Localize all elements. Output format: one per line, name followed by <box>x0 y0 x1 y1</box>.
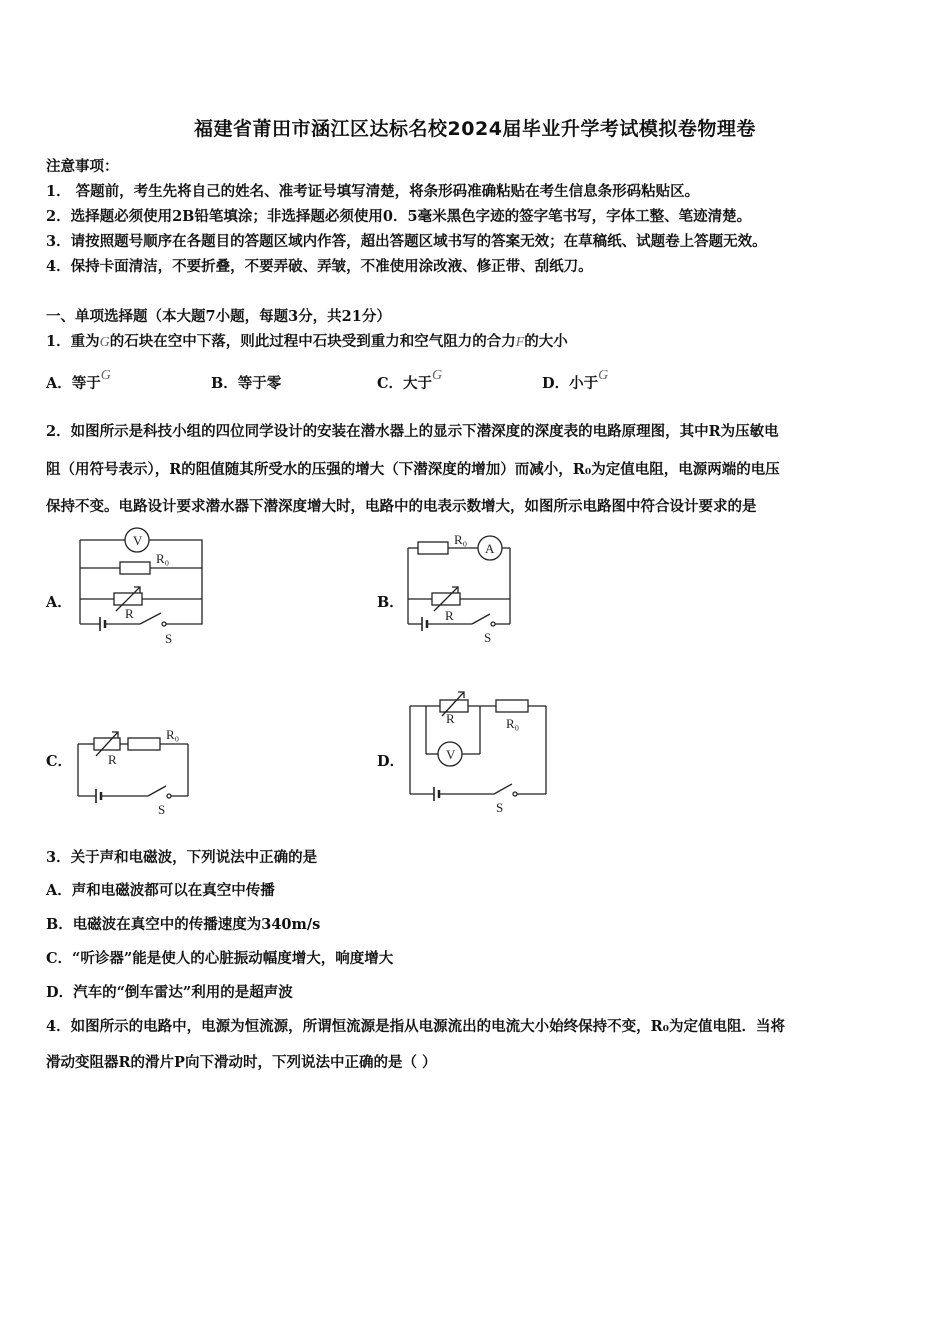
q3-option-b[interactable]: B．电磁波在真空中的传播速度为340m/s <box>46 916 321 933</box>
q3-option-c[interactable]: C．“听诊器”能是使人的心脏振动幅度增大，响度增大 <box>46 950 394 967</box>
q2-line-3: 保持不变。电路设计要求潜水器下潜深度增大时，电路中的电表示数增大，如图所示电路图中符合设计要求的是 <box>46 498 757 515</box>
page-title: 福建省莆田市涵江区达标名校2024届毕业升学考试模拟卷物理卷 <box>194 118 756 140</box>
q2-line-1: 2．如图所示是科技小组的四位同学设计的安装在潜水器上的显示下潜深度的深度表的电路原理图，其中R为压敏电 <box>46 423 779 440</box>
resistor-r0-icon <box>120 562 150 574</box>
switch-icon <box>140 613 161 624</box>
q1-symbol-f: F <box>515 335 525 350</box>
circuit-c-r0-label: R₀ <box>166 727 180 742</box>
q2-option-b-label[interactable]: B． <box>377 594 404 611</box>
circuit-d-s-label: S <box>496 800 504 815</box>
circuit-d-r0-label: R₀ <box>506 716 520 731</box>
q1-option-b[interactable]: B．等于零 <box>211 375 282 392</box>
circuit-b <box>400 528 520 650</box>
circuit-c-s-label: S <box>158 802 166 817</box>
circuit-a-v-label: V <box>133 533 143 548</box>
notice-item-1: 1． 答题前，考生先将自己的姓名、准考证号填写清楚，将条形码准确粘贴在考生信息条形码粘贴区。 <box>46 183 700 200</box>
q2-option-c-label[interactable]: C． <box>46 753 73 770</box>
circuit-c <box>70 720 200 820</box>
notice-item-3: 3．请按照题号顺序在各题目的答题区域内作答，超出答题区域书写的答案无效；在草稿纸、试题卷上答题无效。 <box>46 233 767 250</box>
circuit-b-a-label: A <box>485 541 495 556</box>
q1-stem-c: 的大小 <box>524 333 568 350</box>
circuit-b-r-label: R <box>445 608 454 623</box>
circuit-d <box>400 682 555 820</box>
switch-icon <box>148 786 166 796</box>
switch-icon <box>472 614 490 624</box>
notice-item-4: 4．保持卡面清洁，不要折叠，不要弄破、弄皱，不准使用涂改液、修正带、刮纸刀。 <box>46 258 593 275</box>
q1-option-c[interactable]: C．大于G <box>377 368 443 392</box>
q4-line-2: 滑动变阻器R的滑片P向下滑动时，下列说法中正确的是（ ） <box>46 1054 437 1071</box>
resistor-r0-icon <box>128 738 160 750</box>
circuit-d-r-label: R <box>446 711 455 726</box>
resistor-r0-icon <box>418 542 448 554</box>
q4-line-1: 4．如图所示的电路中，电源为恒流源，所谓恒流源是指从电源流出的电流大小始终保持不变，R₀为定值电阻．当将 <box>46 1018 785 1035</box>
circuit-b-s-label: S <box>484 630 492 645</box>
circuit-a-r-label: R <box>125 606 134 621</box>
notice-item-2: 2．选择题必须使用2B铅笔填涂；非选择题必须使用0．5毫米黑色字迹的签字笔书写，字体工整、笔迹清楚。 <box>46 208 752 225</box>
q2-line-2: 阻（用符号表示），R的阻值随其所受水的压强的增大（下潜深度的增加）而减小，R₀为定值电阻，电源两端的电压 <box>46 461 780 478</box>
circuit-b-r0-label: R₀ <box>454 532 468 547</box>
section-heading: 一、单项选择题（本大题7小题，每题3分，共21分） <box>46 308 391 325</box>
q1-option-a[interactable]: A．等于G <box>46 368 111 392</box>
circuit-a <box>70 525 215 650</box>
circuit-a-s-label: S <box>165 631 173 646</box>
q1-stem-a: 1．重为 <box>46 333 100 350</box>
q2-option-a-label[interactable]: A． <box>46 594 72 611</box>
q1-stem <box>46 330 568 351</box>
q1-option-d[interactable]: D．小于G <box>542 368 609 392</box>
q1-symbol-g: G <box>99 335 110 350</box>
circuit-a-r0-label: R₀ <box>156 551 170 566</box>
switch-icon <box>494 784 512 794</box>
q3-option-d[interactable]: D．汽车的“倒车雷达”利用的是超声波 <box>46 984 293 1001</box>
resistor-r0-icon <box>496 700 528 712</box>
q3-option-a[interactable]: A．声和电磁波都可以在真空中传播 <box>46 882 275 899</box>
q1-stem-b: 的石块在空中下落，则此过程中石块受到重力和空气阻力的合力 <box>109 333 516 350</box>
q2-option-d-label[interactable]: D． <box>377 753 405 770</box>
notice-heading: 注意事项： <box>46 158 119 175</box>
circuit-c-r-label: R <box>108 752 117 767</box>
q3-stem: 3．关于声和电磁波，下列说法中正确的是 <box>46 849 318 866</box>
circuit-d-v-label: V <box>446 747 456 762</box>
